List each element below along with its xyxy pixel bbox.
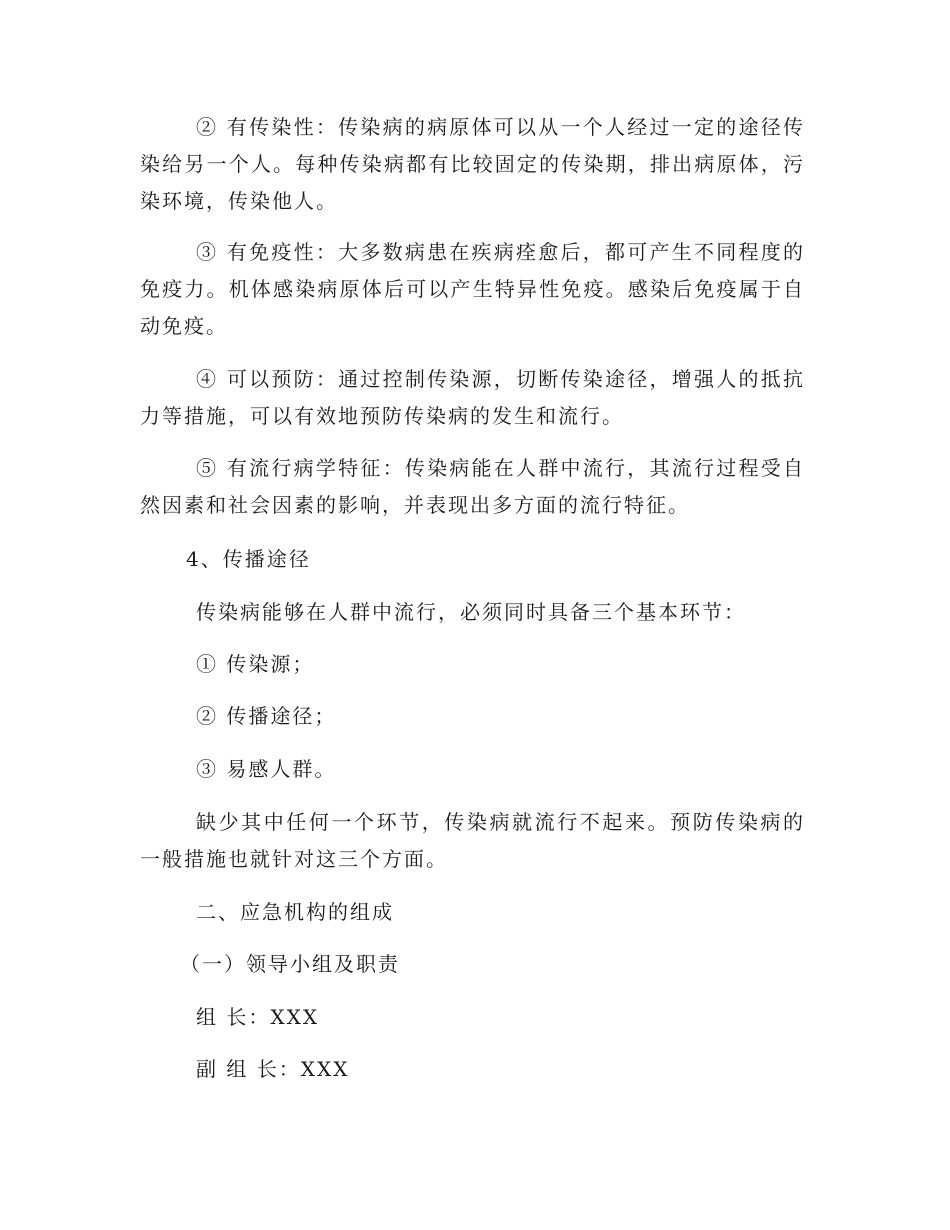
deputy-leader-line: 副 组 长：XXX (196, 1057, 350, 1081)
list-item-susceptible-population: ③ 易感人群。 (196, 757, 337, 781)
paragraph-infectious: ② 有传染性：传染病的病原体可以从一个人经过一定的途径传染给另一个人。每种传染病都有比较固定的传染期，排出病原体，污染环境，传染他人。 (140, 115, 805, 213)
subheading-leadership-group: （一）领导小组及职责 (180, 952, 400, 976)
section-heading-transmission: 4、传播途径 (186, 547, 311, 571)
paragraph-preventable: ④ 可以预防：通过控制传染源，切断传染途径，增强人的抵抗力等措施，可以有效地预防传染病的发生和流行。 (140, 367, 805, 428)
list-item-infection-source: ① 传染源； (196, 652, 315, 676)
list-item-transmission-route: ② 传播途径； (196, 704, 337, 728)
leader-line: 组 长：XXX (196, 1005, 320, 1029)
paragraph-immunity: ③ 有免疫性：大多数病患在疾病痊愈后，都可产生不同程度的免疫力。机体感染病原体后可以产生特异性免疫。感染后免疫属于自动免疫。 (140, 240, 805, 338)
paragraph-epidemiology: ⑤ 有流行病学特征：传染病能在人群中流行，其流行过程受自然因素和社会因素的影响，并表现出多方面的流行特征。 (140, 456, 805, 517)
transmission-intro: 传染病能够在人群中流行，必须同时具备三个基本环节： (196, 600, 746, 624)
section-heading-emergency-organization: 二、应急机构的组成 (196, 900, 394, 924)
paragraph-conclusion: 缺少其中任何一个环节，传染病就流行不起来。预防传染病的一般措施也就针对这三个方面。 (140, 810, 805, 871)
